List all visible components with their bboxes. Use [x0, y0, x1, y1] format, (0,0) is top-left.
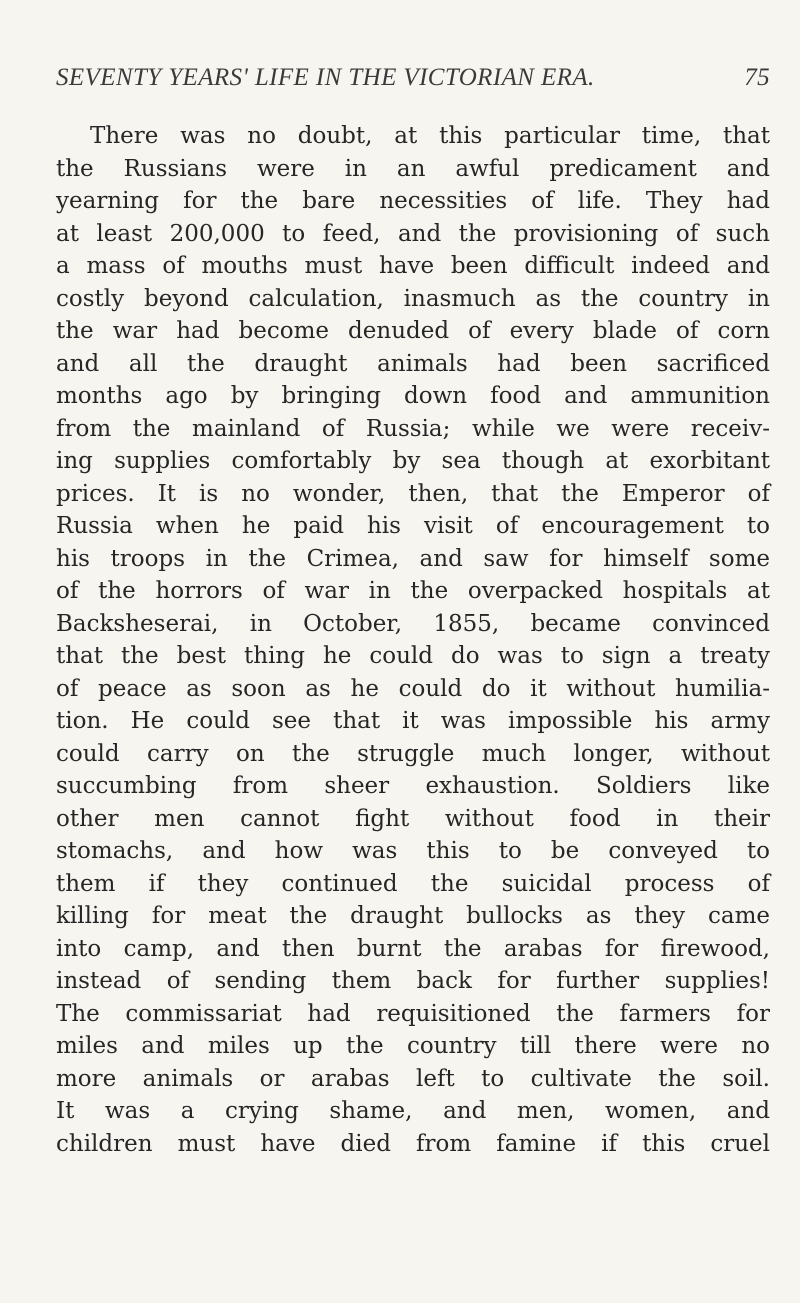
- text-line: tion. He could see that it was impossible his army: [56, 708, 770, 734]
- text-line: instead of sending them back for further supplies!: [56, 968, 770, 994]
- text-line: a mass of mouths must have been difficult indeed and: [56, 253, 770, 279]
- text-line: children must have died from famine if this cruel: [56, 1130, 770, 1157]
- text-line: the war had become denuded of every blade of corn: [56, 318, 770, 344]
- running-head: [56, 64, 770, 104]
- page-number: 75: [744, 64, 770, 91]
- text-line: ing supplies comfortably by sea though at exorbitant: [56, 448, 770, 474]
- text-line: at least 200,000 to feed, and the provisioning of such: [56, 220, 770, 247]
- text-line: could carry on the struggle much longer, without: [56, 740, 770, 767]
- text-line: other men cannot fight without food in their: [56, 805, 770, 832]
- text-line: from the mainland of Russia; while we were receiv-: [56, 415, 770, 442]
- text-line: months ago by bringing down food and ammunition: [56, 383, 770, 409]
- text-line: Backsheserai, in October, 1855, became convinced: [56, 610, 770, 637]
- text-line: and all the draught animals had been sacrificed: [56, 350, 770, 377]
- text-line: into camp, and then burnt the arabas for firewood,: [56, 935, 770, 962]
- text-line: that the best thing he could do was to sign a treaty: [56, 643, 770, 669]
- text-line: succumbing from sheer exhaustion. Soldiers like: [56, 773, 770, 799]
- text-line: of peace as soon as he could do it without humilia-: [56, 675, 770, 702]
- text-line: of the horrors of war in the overpacked hospitals at: [56, 578, 770, 604]
- running-head-title: SEVENTY YEARS' LIFE IN THE VICTORIAN ERA.: [56, 64, 595, 91]
- text-line: costly beyond calculation, inasmuch as the country in: [56, 285, 770, 312]
- text-line: There was no doubt, at this particular time, that: [90, 123, 770, 149]
- text-line: stomachs, and how was this to be conveyed to: [56, 838, 770, 864]
- text-line: his troops in the Crimea, and saw for himself some: [56, 545, 770, 572]
- text-line: It was a crying shame, and men, women, and: [56, 1098, 770, 1124]
- text-line: yearning for the bare necessities of life. They had: [56, 188, 770, 214]
- body-paragraph: [56, 120, 770, 1160]
- text-line: miles and miles up the country till there were no: [56, 1033, 770, 1059]
- text-line: them if they continued the suicidal process of: [56, 870, 770, 897]
- text-line: the Russians were in an awful predicament and: [56, 155, 770, 182]
- text-line: Russia when he paid his visit of encouragement to: [56, 513, 770, 539]
- text-line: more animals or arabas left to cultivate the soil.: [56, 1065, 770, 1092]
- text-line: prices. It is no wonder, then, that the Emperor of: [56, 480, 770, 507]
- text-line: killing for meat the draught bullocks as they came: [56, 903, 770, 929]
- text-line: The commissariat had requisitioned the farmers for: [56, 1000, 770, 1027]
